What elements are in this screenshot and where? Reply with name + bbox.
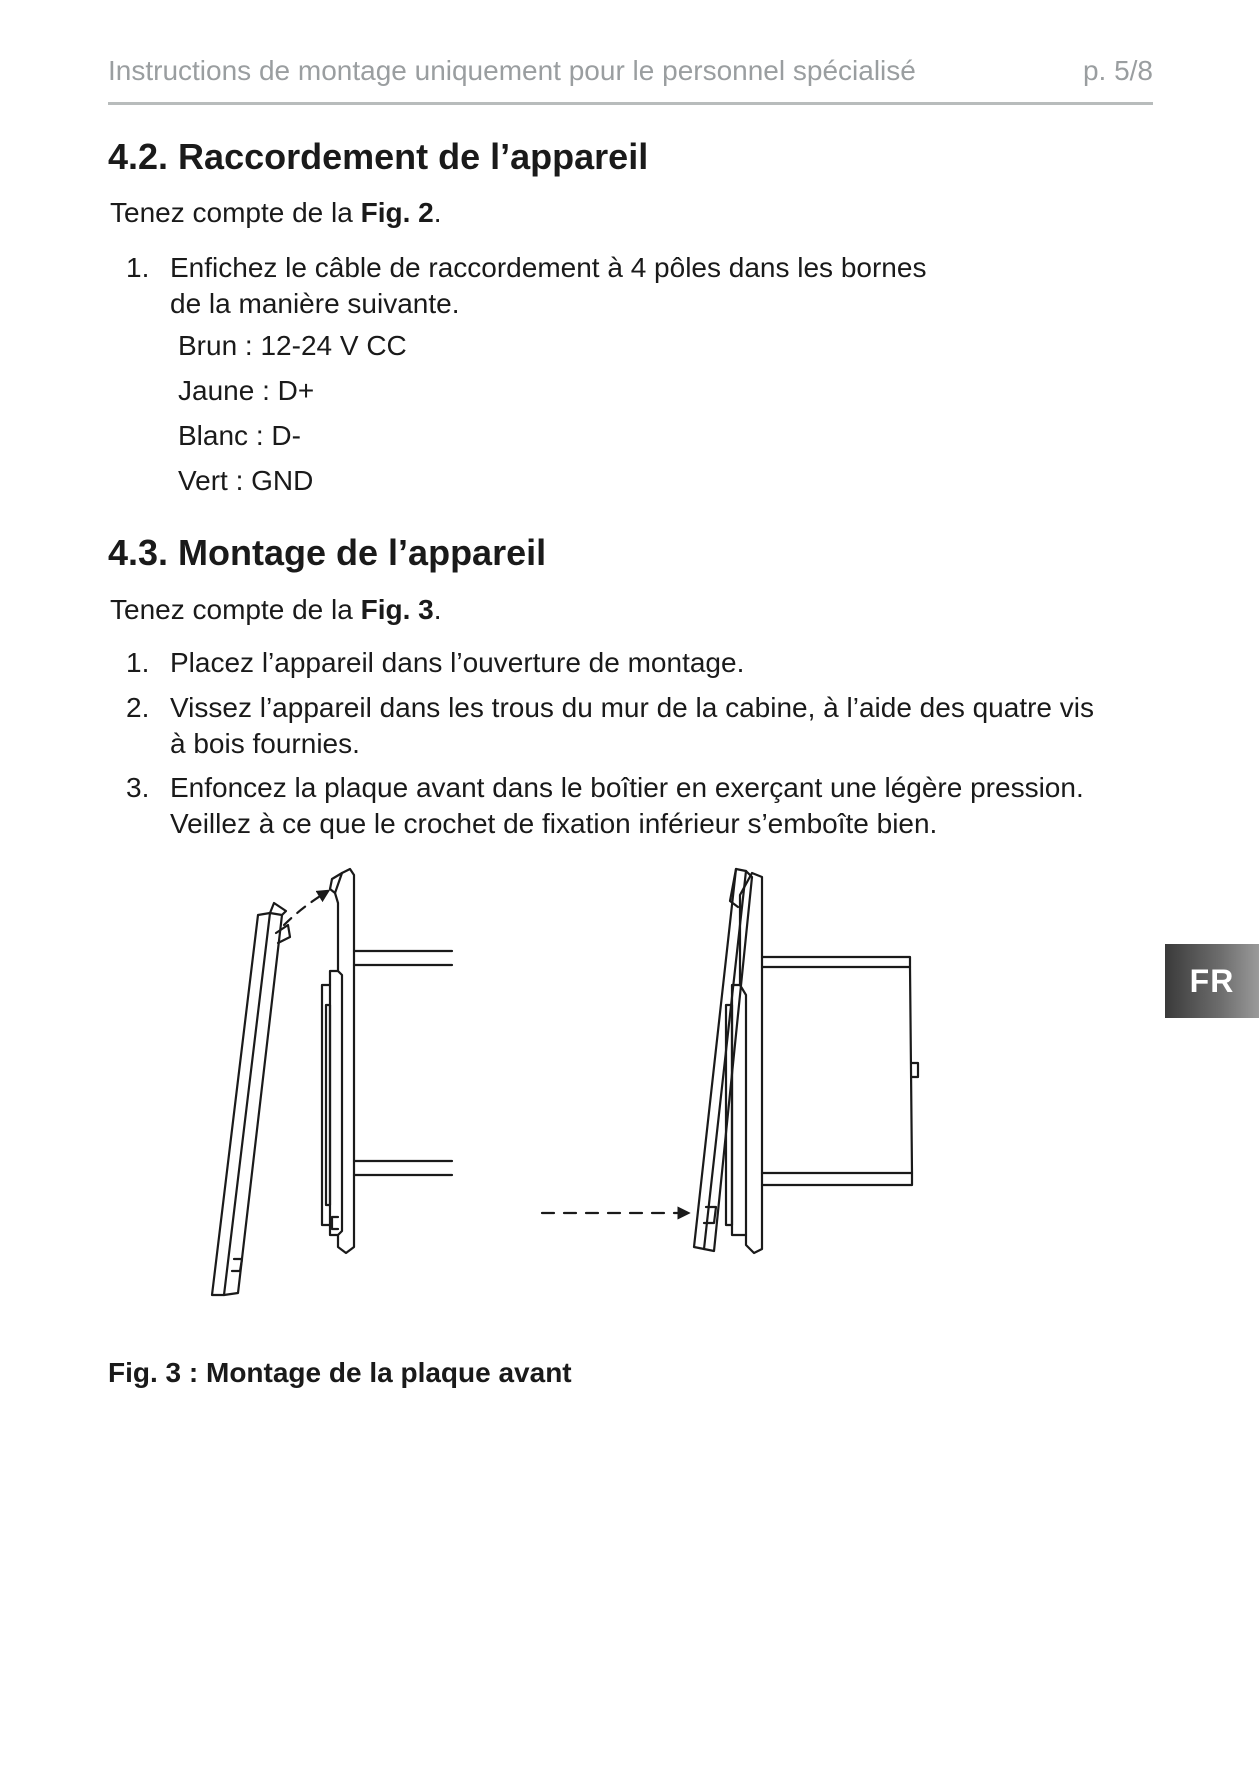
figure-reference: Fig. 3 xyxy=(360,594,434,625)
insert-arrow-left xyxy=(284,891,328,925)
wire-brown: Brun : 12-24 V CC xyxy=(178,330,407,361)
step-number: 1. xyxy=(126,252,150,283)
step-text xyxy=(170,770,1170,842)
step-line: Placez l’appareil dans l’ouverture de montage. xyxy=(170,647,745,678)
section-number: 4.3. xyxy=(108,532,169,573)
page-number: p. 5/8 xyxy=(1082,55,1153,86)
wire-green: Vert : GND xyxy=(178,465,314,496)
step-line: Veillez à ce que le crochet de fixation inférieur s’emboîte bien. xyxy=(170,808,938,839)
header-title: Instructions de montage uniquement pour le personnel spécialisé xyxy=(108,55,916,86)
step-number: 1. xyxy=(126,647,150,678)
section-heading-4-3 xyxy=(108,532,546,574)
front-plate-left xyxy=(212,903,290,1295)
section-title: Raccordement de l’appareil xyxy=(178,136,649,177)
step-line: Enfichez le câble de raccordement à 4 pôles dans les bornes xyxy=(170,252,927,283)
wire-white: Blanc : D- xyxy=(178,420,301,451)
step-number: 3. xyxy=(126,772,150,803)
figure-reference: Fig. 2 xyxy=(360,197,434,228)
language-tab: FR xyxy=(1165,944,1259,1018)
figure-3-illustration xyxy=(190,855,950,1325)
step-line: de la manière suivante. xyxy=(170,288,460,319)
section-title: Montage de l’appareil xyxy=(178,532,547,573)
step-line: Vissez l’appareil dans les trous du mur de la cabine, à l’aide des quatre vis xyxy=(170,692,1094,723)
step-text xyxy=(170,250,1170,322)
front-plate-right xyxy=(694,869,752,1251)
section-number: 4.2. xyxy=(108,136,169,177)
step-number: 2. xyxy=(126,692,150,723)
housing-left xyxy=(322,869,452,1253)
section-intro xyxy=(110,594,442,626)
step-line: Enfoncez la plaque avant dans le boîtier en exerçant une légère pression. xyxy=(170,772,1084,803)
intro-prefix: Tenez compte de la xyxy=(110,594,361,625)
section-intro xyxy=(110,197,442,229)
figure-caption: Fig. 3 : Montage de la plaque avant xyxy=(108,1357,572,1388)
housing-right xyxy=(726,873,918,1253)
wire-yellow: Jaune : D+ xyxy=(178,375,315,406)
section-heading-4-2 xyxy=(108,136,648,178)
intro-prefix: Tenez compte de la xyxy=(110,197,361,228)
intro-suffix: . xyxy=(433,197,442,228)
step-text xyxy=(170,690,1170,762)
page-header xyxy=(108,54,1153,105)
step-text xyxy=(170,645,1170,681)
intro-suffix: . xyxy=(433,594,442,625)
step-line: à bois fournies. xyxy=(170,728,360,759)
